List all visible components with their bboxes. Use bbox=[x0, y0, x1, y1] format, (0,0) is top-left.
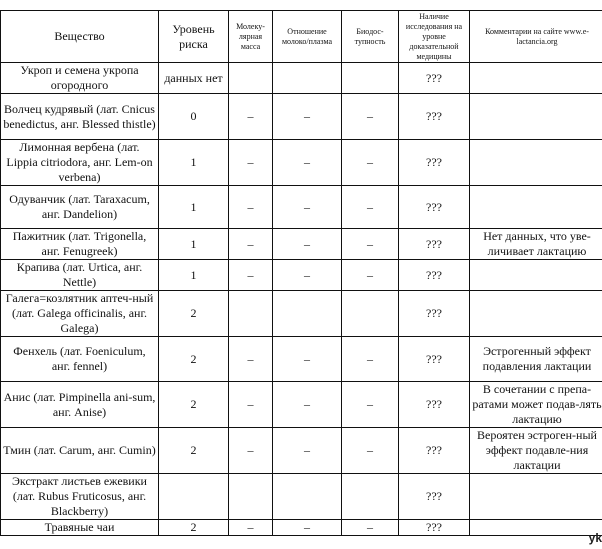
cell-comment bbox=[470, 63, 602, 94]
cell-mass bbox=[229, 474, 273, 520]
cell-evidence: ??? bbox=[399, 260, 470, 291]
cell-risk: 2 bbox=[159, 428, 229, 474]
cell-ratio: – bbox=[273, 140, 342, 186]
cell-ratio: – bbox=[273, 382, 342, 428]
cell-bio: – bbox=[342, 337, 399, 382]
cell-risk: 2 bbox=[159, 291, 229, 337]
table-row bbox=[1, 260, 602, 291]
cell-comment: В сочетании с препа-ратами может подав-лять лактацию bbox=[470, 382, 602, 428]
cell-ratio: – bbox=[273, 428, 342, 474]
cell-mass: – bbox=[229, 520, 273, 536]
cell-evidence: ??? bbox=[399, 229, 470, 260]
cell-evidence: ??? bbox=[399, 186, 470, 229]
cell-comment: Нет данных, что уве-личивает лактацию bbox=[470, 229, 602, 260]
cell-mass bbox=[229, 291, 273, 337]
cell-risk bbox=[159, 474, 229, 520]
cell-bio bbox=[342, 474, 399, 520]
table-row bbox=[1, 382, 602, 428]
cell-mass: – bbox=[229, 428, 273, 474]
cell-evidence: ??? bbox=[399, 337, 470, 382]
cell-comment bbox=[470, 94, 602, 140]
header-risk: Уровень риска bbox=[159, 11, 229, 63]
cell-mass: – bbox=[229, 140, 273, 186]
cell-ratio: – bbox=[273, 94, 342, 140]
header-substance: Вещество bbox=[1, 11, 159, 63]
table-row bbox=[1, 428, 602, 474]
header-row bbox=[1, 11, 602, 63]
header-mass: Молеку-лярная масса bbox=[229, 11, 273, 63]
cell-risk: 0 bbox=[159, 94, 229, 140]
cell-mass: – bbox=[229, 382, 273, 428]
cell-ratio: – bbox=[273, 260, 342, 291]
table-row bbox=[1, 186, 602, 229]
table-row bbox=[1, 291, 602, 337]
header-ratio: Отношение молоко/плазма bbox=[273, 11, 342, 63]
cell-bio: – bbox=[342, 94, 399, 140]
cell-mass: – bbox=[229, 229, 273, 260]
cell-evidence: ??? bbox=[399, 428, 470, 474]
cell-risk: 1 bbox=[159, 229, 229, 260]
cell-risk: 1 bbox=[159, 260, 229, 291]
cell-substance: Галега=козлятник аптеч-ный (лат. Galega officinalis, анг. Galega) bbox=[1, 291, 159, 337]
cell-comment bbox=[470, 474, 602, 520]
herbs-table bbox=[0, 10, 602, 536]
cell-ratio bbox=[273, 63, 342, 94]
cell-evidence: ??? bbox=[399, 520, 470, 536]
cell-bio bbox=[342, 63, 399, 94]
cell-risk: 1 bbox=[159, 140, 229, 186]
cell-bio bbox=[342, 291, 399, 337]
header-bio: Биодос-тупность bbox=[342, 11, 399, 63]
table-row bbox=[1, 140, 602, 186]
cell-bio: – bbox=[342, 382, 399, 428]
cell-ratio: – bbox=[273, 520, 342, 536]
cell-evidence: ??? bbox=[399, 94, 470, 140]
cell-substance: Фенхель (лат. Foeniculum, анг. fennel) bbox=[1, 337, 159, 382]
cell-comment: Вероятен эстроген-ный эффект подавле-ния лактации bbox=[470, 428, 602, 474]
table-row bbox=[1, 474, 602, 520]
cell-comment bbox=[470, 140, 602, 186]
cell-evidence: ??? bbox=[399, 474, 470, 520]
cell-ratio: – bbox=[273, 229, 342, 260]
cell-substance: Волчец кудрявый (лат. Cnicus benedictus, анг. Blessed thistle) bbox=[1, 94, 159, 140]
cell-substance: Тмин (лат. Carum, анг. Cumin) bbox=[1, 428, 159, 474]
cell-bio: – bbox=[342, 520, 399, 536]
cell-evidence: ??? bbox=[399, 382, 470, 428]
cell-comment bbox=[470, 260, 602, 291]
cell-substance: Одуванчик (лат. Taraxacum, анг. Dandelion) bbox=[1, 186, 159, 229]
cell-ratio: – bbox=[273, 337, 342, 382]
cell-bio: – bbox=[342, 186, 399, 229]
cell-comment bbox=[470, 520, 602, 536]
cell-mass: – bbox=[229, 186, 273, 229]
cell-bio: – bbox=[342, 428, 399, 474]
header-evidence: Наличие исследования на уровне доказательной медицины bbox=[399, 11, 470, 63]
cell-substance: Экстракт листьев ежевики (лат. Rubus Fruticosus, анг. Blackberry) bbox=[1, 474, 159, 520]
cell-substance: Пажитник (лат. Trigonella, анг. Fenugreek) bbox=[1, 229, 159, 260]
table-row bbox=[1, 337, 602, 382]
table-row bbox=[1, 63, 602, 94]
cell-substance: Травяные чаи bbox=[1, 520, 159, 536]
cell-substance: Укроп и семена укропа огородного bbox=[1, 63, 159, 94]
cell-comment: Эстрогенный эффект подавления лактации bbox=[470, 337, 602, 382]
cell-evidence: ??? bbox=[399, 291, 470, 337]
cell-comment bbox=[470, 291, 602, 337]
cell-mass: – bbox=[229, 94, 273, 140]
cell-bio: – bbox=[342, 140, 399, 186]
cell-risk: 2 bbox=[159, 520, 229, 536]
cell-bio: – bbox=[342, 260, 399, 291]
cell-risk: 2 bbox=[159, 382, 229, 428]
cell-ratio: – bbox=[273, 186, 342, 229]
cell-comment bbox=[470, 186, 602, 229]
cell-ratio bbox=[273, 291, 342, 337]
cell-mass: – bbox=[229, 337, 273, 382]
cell-mass bbox=[229, 63, 273, 94]
cell-evidence: ??? bbox=[399, 63, 470, 94]
table-row bbox=[1, 229, 602, 260]
table-row bbox=[1, 520, 602, 536]
cell-risk: данных нет bbox=[159, 63, 229, 94]
table-row bbox=[1, 94, 602, 140]
watermark: yk bbox=[588, 531, 602, 545]
cell-evidence: ??? bbox=[399, 140, 470, 186]
header-comment: Комментарии на сайте www.e-lactancia.org bbox=[470, 11, 602, 63]
cell-substance: Анис (лат. Pimpinella ani-sum, анг. Anise) bbox=[1, 382, 159, 428]
cell-mass: – bbox=[229, 260, 273, 291]
cell-risk: 1 bbox=[159, 186, 229, 229]
cell-risk: 2 bbox=[159, 337, 229, 382]
cell-substance: Лимонная вербена (лат. Lippia citriodora, анг. Lem-on verbena) bbox=[1, 140, 159, 186]
cell-bio: – bbox=[342, 229, 399, 260]
cell-ratio bbox=[273, 474, 342, 520]
cell-substance: Крапива (лат. Urtica, анг. Nettle) bbox=[1, 260, 159, 291]
